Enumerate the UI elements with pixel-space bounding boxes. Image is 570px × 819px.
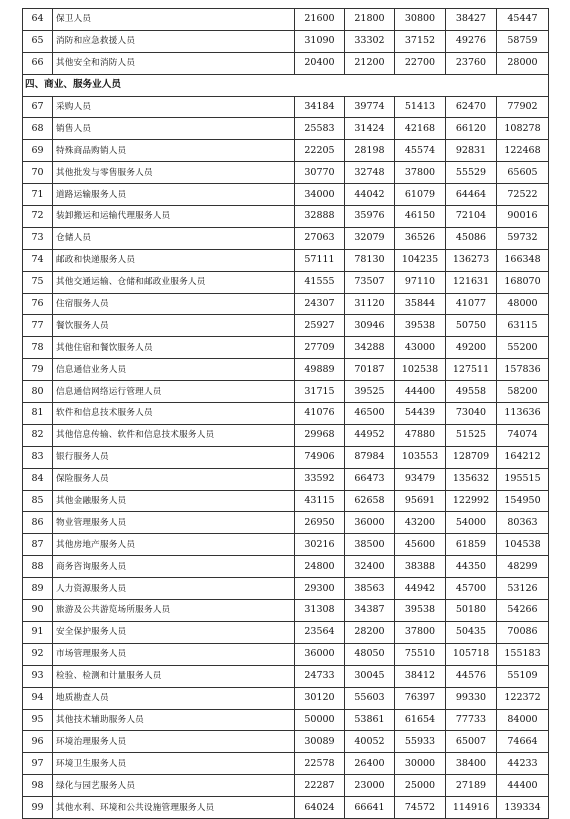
row-number: 73 bbox=[23, 227, 53, 249]
salary-value: 43000 bbox=[395, 337, 446, 359]
table-row bbox=[23, 206, 549, 228]
salary-value: 39538 bbox=[395, 315, 446, 337]
salary-value: 38400 bbox=[446, 753, 497, 775]
salary-value: 20400 bbox=[295, 52, 345, 74]
table-section bbox=[23, 74, 549, 96]
salary-value: 22205 bbox=[295, 140, 345, 162]
salary-value: 29300 bbox=[295, 578, 345, 600]
salary-value: 62470 bbox=[446, 96, 497, 118]
row-number: 68 bbox=[23, 118, 53, 140]
salary-value: 59732 bbox=[497, 227, 549, 249]
salary-value: 135632 bbox=[446, 468, 497, 490]
salary-value: 38412 bbox=[395, 665, 446, 687]
salary-value: 26400 bbox=[345, 753, 395, 775]
salary-value: 44042 bbox=[345, 184, 395, 206]
salary-value: 44400 bbox=[395, 381, 446, 403]
salary-value: 73040 bbox=[446, 403, 497, 425]
salary-value: 122992 bbox=[446, 490, 497, 512]
occupation-name: 环境卫生服务人员 bbox=[53, 753, 295, 775]
salary-value: 34288 bbox=[345, 337, 395, 359]
occupation-name: 其他信息传输、软件和信息技术服务人员 bbox=[53, 424, 295, 446]
occupation-name: 消防和应急救援人员 bbox=[53, 30, 295, 52]
salary-value: 66641 bbox=[345, 797, 395, 819]
salary-value: 27063 bbox=[295, 227, 345, 249]
occupation-name: 保卫人员 bbox=[53, 9, 295, 31]
occupation-name: 住宿服务人员 bbox=[53, 293, 295, 315]
row-number: 67 bbox=[23, 96, 53, 118]
salary-value: 21200 bbox=[345, 52, 395, 74]
salary-value: 122372 bbox=[497, 687, 549, 709]
salary-value: 32400 bbox=[345, 556, 395, 578]
salary-value: 50435 bbox=[446, 621, 497, 643]
salary-value: 39774 bbox=[345, 96, 395, 118]
table-row bbox=[23, 227, 549, 249]
salary-value: 73507 bbox=[345, 271, 395, 293]
salary-value: 45700 bbox=[446, 578, 497, 600]
table-row bbox=[23, 315, 549, 337]
salary-value: 33592 bbox=[295, 468, 345, 490]
salary-value: 93479 bbox=[395, 468, 446, 490]
table-row bbox=[23, 731, 549, 753]
occupation-name: 检验、检测和计量服务人员 bbox=[53, 665, 295, 687]
occupation-name: 信息通信业务人员 bbox=[53, 359, 295, 381]
salary-value: 45600 bbox=[395, 534, 446, 556]
occupation-name: 物业管理服务人员 bbox=[53, 512, 295, 534]
row-number: 94 bbox=[23, 687, 53, 709]
salary-value: 30120 bbox=[295, 687, 345, 709]
row-number: 82 bbox=[23, 424, 53, 446]
occupation-name: 其他交通运输、仓储和邮政业服务人员 bbox=[53, 271, 295, 293]
salary-value: 22287 bbox=[295, 775, 345, 797]
salary-value: 36000 bbox=[295, 643, 345, 665]
salary-value: 24307 bbox=[295, 293, 345, 315]
salary-value: 128709 bbox=[446, 446, 497, 468]
salary-value: 61654 bbox=[395, 709, 446, 731]
table-row bbox=[23, 337, 549, 359]
row-number: 81 bbox=[23, 403, 53, 425]
row-number: 90 bbox=[23, 600, 53, 622]
table-row bbox=[23, 381, 549, 403]
salary-value: 25000 bbox=[395, 775, 446, 797]
row-number: 75 bbox=[23, 271, 53, 293]
salary-value: 38388 bbox=[395, 556, 446, 578]
salary-value: 99330 bbox=[446, 687, 497, 709]
occupation-name: 装卸搬运和运输代理服务人员 bbox=[53, 206, 295, 228]
salary-value: 72522 bbox=[497, 184, 549, 206]
salary-value: 72104 bbox=[446, 206, 497, 228]
row-number: 91 bbox=[23, 621, 53, 643]
salary-value: 32748 bbox=[345, 162, 395, 184]
salary-value: 58759 bbox=[497, 30, 549, 52]
salary-value: 31308 bbox=[295, 600, 345, 622]
salary-value: 44233 bbox=[497, 753, 549, 775]
salary-value: 34387 bbox=[345, 600, 395, 622]
salary-value: 121631 bbox=[446, 271, 497, 293]
occupation-name: 道路运输服务人员 bbox=[53, 184, 295, 206]
salary-value: 37800 bbox=[395, 621, 446, 643]
table-row bbox=[23, 578, 549, 600]
row-number: 79 bbox=[23, 359, 53, 381]
row-number: 76 bbox=[23, 293, 53, 315]
salary-value: 21800 bbox=[345, 9, 395, 31]
salary-value: 48050 bbox=[345, 643, 395, 665]
salary-value: 27709 bbox=[295, 337, 345, 359]
salary-value: 155183 bbox=[497, 643, 549, 665]
salary-value: 104538 bbox=[497, 534, 549, 556]
salary-value: 30089 bbox=[295, 731, 345, 753]
salary-value: 65007 bbox=[446, 731, 497, 753]
table-row bbox=[23, 753, 549, 775]
salary-value: 127511 bbox=[446, 359, 497, 381]
row-number: 87 bbox=[23, 534, 53, 556]
table-row bbox=[23, 534, 549, 556]
salary-value: 61079 bbox=[395, 184, 446, 206]
row-number: 98 bbox=[23, 775, 53, 797]
salary-value: 36000 bbox=[345, 512, 395, 534]
salary-value: 92831 bbox=[446, 140, 497, 162]
salary-value: 168070 bbox=[497, 271, 549, 293]
table-row bbox=[23, 96, 549, 118]
row-number: 84 bbox=[23, 468, 53, 490]
salary-value: 57111 bbox=[295, 249, 345, 271]
salary-value: 55529 bbox=[446, 162, 497, 184]
salary-value: 95691 bbox=[395, 490, 446, 512]
salary-value: 74074 bbox=[497, 424, 549, 446]
salary-value: 44576 bbox=[446, 665, 497, 687]
salary-value: 33302 bbox=[345, 30, 395, 52]
row-number: 71 bbox=[23, 184, 53, 206]
row-number: 83 bbox=[23, 446, 53, 468]
table-row bbox=[23, 249, 549, 271]
salary-value: 45447 bbox=[497, 9, 549, 31]
salary-value: 55200 bbox=[497, 337, 549, 359]
salary-value: 108278 bbox=[497, 118, 549, 140]
salary-value: 38500 bbox=[345, 534, 395, 556]
salary-value: 87984 bbox=[345, 446, 395, 468]
occupation-name: 其他金融服务人员 bbox=[53, 490, 295, 512]
salary-value: 41555 bbox=[295, 271, 345, 293]
occupation-name: 特殊商品购销人员 bbox=[53, 140, 295, 162]
occupation-name: 其他批发与零售服务人员 bbox=[53, 162, 295, 184]
salary-value: 90016 bbox=[497, 206, 549, 228]
salary-value: 62658 bbox=[345, 490, 395, 512]
salary-value: 30770 bbox=[295, 162, 345, 184]
salary-value: 23760 bbox=[446, 52, 497, 74]
table-row bbox=[23, 775, 549, 797]
salary-value: 31090 bbox=[295, 30, 345, 52]
salary-value: 22700 bbox=[395, 52, 446, 74]
salary-value: 77902 bbox=[497, 96, 549, 118]
salary-value: 74664 bbox=[497, 731, 549, 753]
row-number: 78 bbox=[23, 337, 53, 359]
salary-value: 74572 bbox=[395, 797, 446, 819]
salary-value: 24733 bbox=[295, 665, 345, 687]
salary-value: 41076 bbox=[295, 403, 345, 425]
salary-value: 25927 bbox=[295, 315, 345, 337]
salary-value: 38427 bbox=[446, 9, 497, 31]
occupation-name: 其他水利、环境和公共设施管理服务人员 bbox=[53, 797, 295, 819]
table-row bbox=[23, 9, 549, 31]
salary-value: 46150 bbox=[395, 206, 446, 228]
salary-value: 139334 bbox=[497, 797, 549, 819]
salary-value: 164212 bbox=[497, 446, 549, 468]
salary-value: 45574 bbox=[395, 140, 446, 162]
salary-value: 157836 bbox=[497, 359, 549, 381]
table-row bbox=[23, 600, 549, 622]
salary-value: 54439 bbox=[395, 403, 446, 425]
occupation-name: 保险服务人员 bbox=[53, 468, 295, 490]
table-row bbox=[23, 643, 549, 665]
salary-value: 35844 bbox=[395, 293, 446, 315]
salary-value: 48299 bbox=[497, 556, 549, 578]
salary-value: 76397 bbox=[395, 687, 446, 709]
salary-value: 114916 bbox=[446, 797, 497, 819]
salary-value: 49558 bbox=[446, 381, 497, 403]
salary-value: 24800 bbox=[295, 556, 345, 578]
salary-value: 49276 bbox=[446, 30, 497, 52]
salary-value: 41077 bbox=[446, 293, 497, 315]
salary-value: 61859 bbox=[446, 534, 497, 556]
salary-value: 65605 bbox=[497, 162, 549, 184]
salary-value: 49200 bbox=[446, 337, 497, 359]
row-number: 92 bbox=[23, 643, 53, 665]
salary-value: 64464 bbox=[446, 184, 497, 206]
row-number: 88 bbox=[23, 556, 53, 578]
salary-value: 23000 bbox=[345, 775, 395, 797]
salary-value: 37800 bbox=[395, 162, 446, 184]
salary-value: 46500 bbox=[345, 403, 395, 425]
row-number: 86 bbox=[23, 512, 53, 534]
row-number: 89 bbox=[23, 578, 53, 600]
table-body-lower bbox=[23, 96, 549, 818]
salary-value: 21600 bbox=[295, 9, 345, 31]
salary-value: 38563 bbox=[345, 578, 395, 600]
salary-value: 45086 bbox=[446, 227, 497, 249]
salary-value: 55109 bbox=[497, 665, 549, 687]
row-number: 99 bbox=[23, 797, 53, 819]
salary-value: 31120 bbox=[345, 293, 395, 315]
occupation-name: 软件和信息技术服务人员 bbox=[53, 403, 295, 425]
table-row bbox=[23, 621, 549, 643]
occupation-name: 其他住宿和餐饮服务人员 bbox=[53, 337, 295, 359]
salary-value: 28200 bbox=[345, 621, 395, 643]
salary-value: 74906 bbox=[295, 446, 345, 468]
salary-value: 64024 bbox=[295, 797, 345, 819]
salary-value: 37152 bbox=[395, 30, 446, 52]
salary-value: 154950 bbox=[497, 490, 549, 512]
salary-value: 84000 bbox=[497, 709, 549, 731]
salary-value: 51413 bbox=[395, 96, 446, 118]
salary-value: 43200 bbox=[395, 512, 446, 534]
occupation-name: 环境治理服务人员 bbox=[53, 731, 295, 753]
salary-value: 66120 bbox=[446, 118, 497, 140]
salary-value: 28000 bbox=[497, 52, 549, 74]
salary-value: 103553 bbox=[395, 446, 446, 468]
occupation-name: 其他技术辅助服务人员 bbox=[53, 709, 295, 731]
salary-value: 44942 bbox=[395, 578, 446, 600]
salary-value: 80363 bbox=[497, 512, 549, 534]
salary-value: 70187 bbox=[345, 359, 395, 381]
row-number: 96 bbox=[23, 731, 53, 753]
salary-value: 30800 bbox=[395, 9, 446, 31]
salary-value: 113636 bbox=[497, 403, 549, 425]
table-row bbox=[23, 52, 549, 74]
salary-value: 32079 bbox=[345, 227, 395, 249]
salary-value: 30946 bbox=[345, 315, 395, 337]
salary-value: 36526 bbox=[395, 227, 446, 249]
occupation-name: 商务咨询服务人员 bbox=[53, 556, 295, 578]
occupation-name: 绿化与园艺服务人员 bbox=[53, 775, 295, 797]
salary-value: 50750 bbox=[446, 315, 497, 337]
table-row bbox=[23, 797, 549, 819]
row-number: 66 bbox=[23, 52, 53, 74]
row-number: 69 bbox=[23, 140, 53, 162]
table-row bbox=[23, 665, 549, 687]
salary-value: 34184 bbox=[295, 96, 345, 118]
occupation-name: 银行服务人员 bbox=[53, 446, 295, 468]
occupation-name: 其他房地产服务人员 bbox=[53, 534, 295, 556]
row-number: 70 bbox=[23, 162, 53, 184]
occupation-name: 餐饮服务人员 bbox=[53, 315, 295, 337]
salary-value: 78130 bbox=[345, 249, 395, 271]
salary-value: 28198 bbox=[345, 140, 395, 162]
salary-value: 25583 bbox=[295, 118, 345, 140]
table-body-upper bbox=[23, 9, 549, 75]
salary-value: 55603 bbox=[345, 687, 395, 709]
salary-value: 47880 bbox=[395, 424, 446, 446]
salary-value: 102538 bbox=[395, 359, 446, 381]
occupation-name: 采购人员 bbox=[53, 96, 295, 118]
table-row bbox=[23, 271, 549, 293]
table-row bbox=[23, 468, 549, 490]
table-row bbox=[23, 687, 549, 709]
row-number: 80 bbox=[23, 381, 53, 403]
salary-value: 51525 bbox=[446, 424, 497, 446]
salary-value: 58200 bbox=[497, 381, 549, 403]
salary-value: 32888 bbox=[295, 206, 345, 228]
salary-value: 97110 bbox=[395, 271, 446, 293]
salary-value: 75510 bbox=[395, 643, 446, 665]
occupation-name: 信息通信网络运行管理人员 bbox=[53, 381, 295, 403]
table-row bbox=[23, 424, 549, 446]
row-number: 64 bbox=[23, 9, 53, 31]
occupation-name: 邮政和快递服务人员 bbox=[53, 249, 295, 271]
salary-value: 30216 bbox=[295, 534, 345, 556]
table-row bbox=[23, 30, 549, 52]
salary-value: 66473 bbox=[345, 468, 395, 490]
table-row bbox=[23, 118, 549, 140]
salary-value: 77733 bbox=[446, 709, 497, 731]
occupation-name: 其他安全和消防人员 bbox=[53, 52, 295, 74]
row-number: 85 bbox=[23, 490, 53, 512]
table-row bbox=[23, 184, 549, 206]
salary-value: 39525 bbox=[345, 381, 395, 403]
salary-value: 39538 bbox=[395, 600, 446, 622]
occupation-name: 人力资源服务人员 bbox=[53, 578, 295, 600]
salary-value: 54000 bbox=[446, 512, 497, 534]
table-row bbox=[23, 162, 549, 184]
table-row bbox=[23, 709, 549, 731]
salary-value: 195515 bbox=[497, 468, 549, 490]
salary-value: 105718 bbox=[446, 643, 497, 665]
salary-value: 50180 bbox=[446, 600, 497, 622]
salary-value: 44350 bbox=[446, 556, 497, 578]
salary-table bbox=[22, 8, 549, 819]
table-row bbox=[23, 359, 549, 381]
salary-value: 122468 bbox=[497, 140, 549, 162]
row-number: 65 bbox=[23, 30, 53, 52]
salary-value: 44952 bbox=[345, 424, 395, 446]
salary-value: 30045 bbox=[345, 665, 395, 687]
occupation-name: 旅游及公共游览场所服务人员 bbox=[53, 600, 295, 622]
salary-value: 26950 bbox=[295, 512, 345, 534]
row-number: 72 bbox=[23, 206, 53, 228]
occupation-name: 销售人员 bbox=[53, 118, 295, 140]
salary-value: 70086 bbox=[497, 621, 549, 643]
table-row bbox=[23, 403, 549, 425]
salary-value: 31715 bbox=[295, 381, 345, 403]
salary-value: 53861 bbox=[345, 709, 395, 731]
salary-value: 50000 bbox=[295, 709, 345, 731]
salary-value: 136273 bbox=[446, 249, 497, 271]
row-number: 95 bbox=[23, 709, 53, 731]
table-row bbox=[23, 490, 549, 512]
salary-value: 49889 bbox=[295, 359, 345, 381]
salary-value: 54266 bbox=[497, 600, 549, 622]
section-title: 四、商业、服务业人员 bbox=[23, 74, 549, 96]
salary-value: 29968 bbox=[295, 424, 345, 446]
occupation-name: 仓储人员 bbox=[53, 227, 295, 249]
salary-value: 22578 bbox=[295, 753, 345, 775]
table-row bbox=[23, 512, 549, 534]
salary-value: 53126 bbox=[497, 578, 549, 600]
table-row bbox=[23, 446, 549, 468]
table-row bbox=[23, 556, 549, 578]
salary-value: 35976 bbox=[345, 206, 395, 228]
salary-value: 166348 bbox=[497, 249, 549, 271]
salary-value: 40052 bbox=[345, 731, 395, 753]
section-header-row bbox=[23, 74, 549, 96]
salary-value: 104235 bbox=[395, 249, 446, 271]
salary-value: 44400 bbox=[497, 775, 549, 797]
row-number: 97 bbox=[23, 753, 53, 775]
salary-value: 48000 bbox=[497, 293, 549, 315]
occupation-name: 安全保护服务人员 bbox=[53, 621, 295, 643]
occupation-name: 地质勘查人员 bbox=[53, 687, 295, 709]
salary-value: 30000 bbox=[395, 753, 446, 775]
row-number: 77 bbox=[23, 315, 53, 337]
salary-value: 63115 bbox=[497, 315, 549, 337]
row-number: 93 bbox=[23, 665, 53, 687]
table-row bbox=[23, 140, 549, 162]
row-number: 74 bbox=[23, 249, 53, 271]
salary-value: 31424 bbox=[345, 118, 395, 140]
salary-value: 23564 bbox=[295, 621, 345, 643]
salary-value: 42168 bbox=[395, 118, 446, 140]
table-row bbox=[23, 293, 549, 315]
salary-value: 55933 bbox=[395, 731, 446, 753]
salary-value: 27189 bbox=[446, 775, 497, 797]
salary-value: 43115 bbox=[295, 490, 345, 512]
occupation-name: 市场管理服务人员 bbox=[53, 643, 295, 665]
salary-value: 34000 bbox=[295, 184, 345, 206]
